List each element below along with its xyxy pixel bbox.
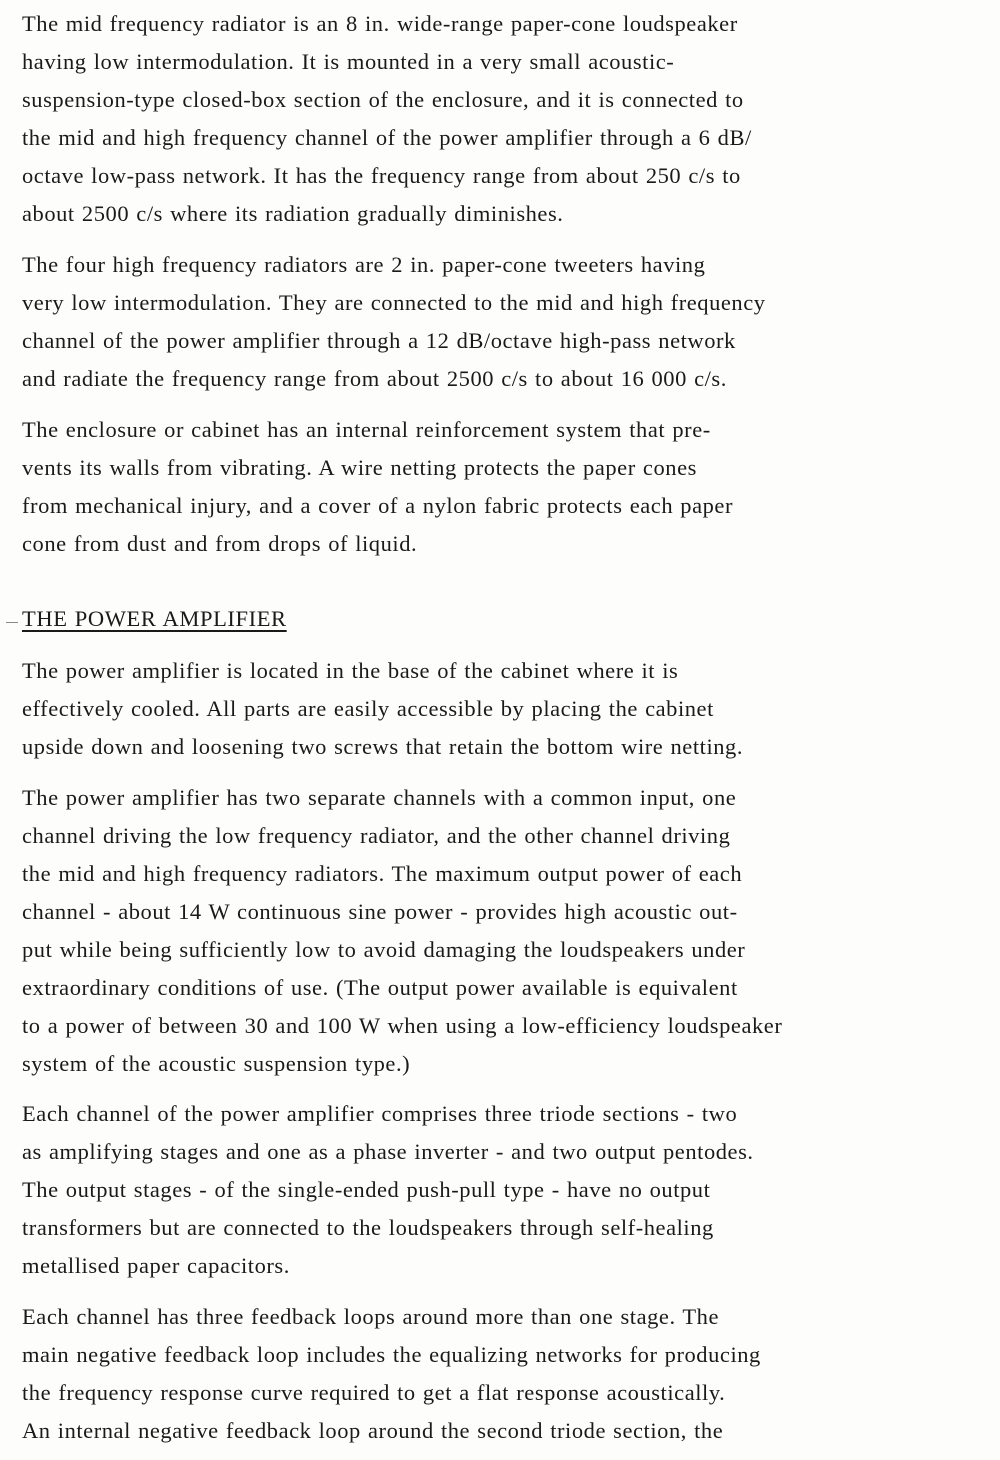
text-line: transformers but are connected to the loudspeakers through self-healing (22, 1215, 714, 1240)
text-line: system of the acoustic suspension type.) (22, 1051, 411, 1076)
paragraph-feedback-loops (22, 1298, 997, 1450)
text-line: from mechanical injury, and a cover of a nylon fabric protects each paper (22, 493, 734, 518)
paragraph-enclosure (22, 411, 997, 563)
text-line: The power amplifier has two separate channels with a common input, one (22, 785, 737, 810)
section-heading: THE POWER AMPLIFIER (22, 606, 287, 631)
text-line: octave low-pass network. It has the frequency range from about 250 c/s to (22, 163, 741, 188)
text-line: having low intermodulation. It is mounted in a very small acoustic- (22, 49, 675, 74)
text-line: about 2500 c/s where its radiation gradually diminishes. (22, 201, 564, 226)
text-line: Each channel has three feedback loops around more than one stage. The (22, 1304, 720, 1329)
paragraph-triode-sections (22, 1095, 997, 1285)
text-line: extraordinary conditions of use. (The output power available is equivalent (22, 975, 738, 1000)
paragraph-high-frequency-radiators (22, 246, 997, 398)
text-line: Each channel of the power amplifier comprises three triode sections - two (22, 1101, 738, 1126)
text-line: The mid frequency radiator is an 8 in. wide-range paper-cone loudspeaker (22, 11, 738, 36)
text-line: cone from dust and from drops of liquid. (22, 531, 418, 556)
text-line: main negative feedback loop includes the equalizing networks for producing (22, 1342, 761, 1367)
text-line: metallised paper capacitors. (22, 1253, 290, 1278)
text-line: The power amplifier is located in the base of the cabinet where it is (22, 658, 679, 683)
text-line: channel of the power amplifier through a 12 dB/octave high-pass network (22, 328, 736, 353)
paragraph-mid-frequency-radiator (22, 5, 997, 233)
text-line: vents its walls from vibrating. A wire netting protects the paper cones (22, 455, 697, 480)
text-line: An internal negative feedback loop around the second triode section, the (22, 1418, 724, 1443)
text-line: upside down and loosening two screws that retain the bottom wire netting. (22, 734, 744, 759)
text-line: The enclosure or cabinet has an internal reinforcement system that pre- (22, 417, 711, 442)
text-line: the mid and high frequency radiators. The maximum output power of each (22, 861, 743, 886)
text-line: The output stages - of the single-ended push-pull type - have no output (22, 1177, 711, 1202)
margin-mark (6, 622, 18, 623)
text-line: very low intermodulation. They are connected to the mid and high frequency (22, 290, 766, 315)
text-line: suspension-type closed-box section of the enclosure, and it is connected to (22, 87, 744, 112)
text-line: The four high frequency radiators are 2 in. paper-cone tweeters having (22, 252, 706, 277)
text-line: channel driving the low frequency radiator, and the other channel driving (22, 823, 731, 848)
text-line: channel - about 14 W continuous sine power - provides high acoustic out- (22, 899, 738, 924)
text-line: to a power of between 30 and 100 W when using a low-efficiency loudspeaker (22, 1013, 783, 1038)
text-line: put while being sufficiently low to avoid damaging the loudspeakers under (22, 937, 746, 962)
paragraph-amplifier-channels (22, 779, 997, 1083)
text-line: and radiate the frequency range from about 2500 c/s to about 16 000 c/s. (22, 366, 727, 391)
text-line: the frequency response curve required to get a flat response acoustically. (22, 1380, 726, 1405)
paragraph-amplifier-location (22, 652, 997, 766)
text-line: effectively cooled. All parts are easily accessible by placing the cabinet (22, 696, 714, 721)
text-line: as amplifying stages and one as a phase inverter - and two output pentodes. (22, 1139, 754, 1164)
text-line: the mid and high frequency channel of the power amplifier through a 6 dB/ (22, 125, 752, 150)
